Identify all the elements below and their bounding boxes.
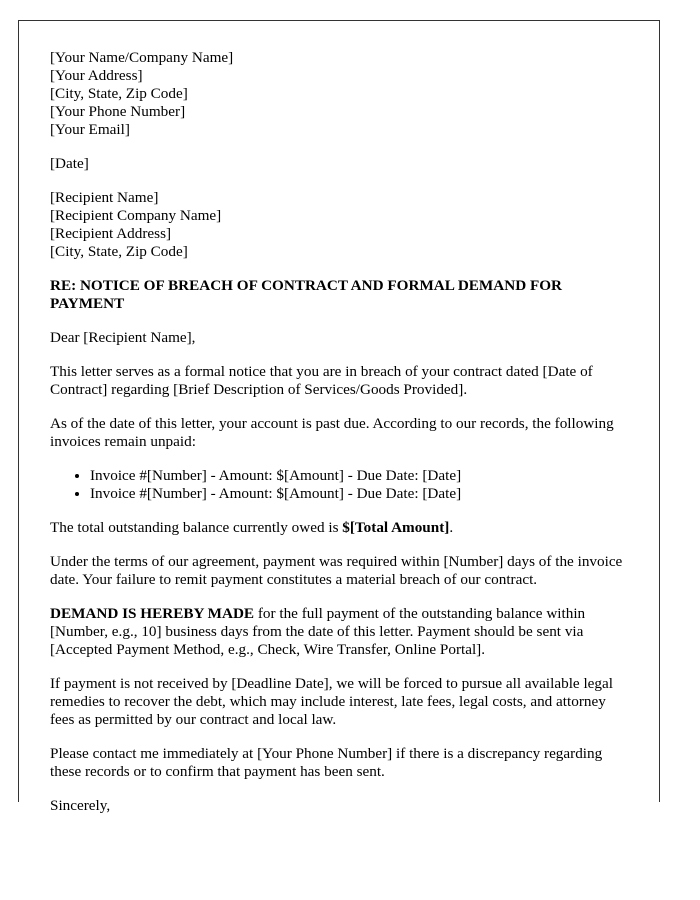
demand-text: for the full payment of the outstanding balance within [Number, e.g., 10] business days from the date of this letter. Payment should be sent via [Accepted Payment Method, e.g., Check, Wire Transfer, Online Portal]. bbox=[50, 605, 586, 658]
letter-content bbox=[50, 49, 630, 831]
closing: Sincerely, bbox=[50, 797, 111, 814]
paragraph-past-due: As of the date of this letter, your account is past due. According to our records, the following invoices remain unpaid: bbox=[50, 415, 614, 450]
sender-address: [Your Address] bbox=[50, 67, 143, 84]
salutation: Dear [Recipient Name], bbox=[50, 329, 196, 346]
letter-page bbox=[18, 20, 660, 814]
balance-prefix: The total outstanding balance currently owed is bbox=[50, 519, 343, 536]
sender-city-state-zip: [City, State, Zip Code] bbox=[50, 85, 188, 102]
sender-phone: [Your Phone Number] bbox=[50, 103, 186, 120]
recipient-address: [Recipient Address] bbox=[50, 225, 172, 242]
invoice-item: • Invoice #[Number] - Amount: $[Amount] - Due Date: [Date] bbox=[90, 467, 630, 485]
recipient-block bbox=[50, 189, 630, 261]
paragraph-legal-remedies: If payment is not received by [Deadline Date], we will be forced to pursue all available legal remedies to recover the debt, which may include interest, late fees, legal costs, and attorney fees as permitted by our contract and local law. bbox=[50, 675, 613, 728]
paragraph-terms: Under the terms of our agreement, payment was required within [Number] days of the invoice date. Your failure to remit payment constitutes a material breach of our contract. bbox=[50, 553, 623, 588]
invoice-item: • Invoice #[Number] - Amount: $[Amount] - Due Date: [Date] bbox=[90, 485, 630, 503]
sender-block bbox=[50, 49, 630, 139]
balance-suffix: . bbox=[449, 519, 454, 536]
paragraph-contact: Please contact me immediately at [Your Phone Number] if there is a discrepancy regarding these records or to confirm that payment has been sent. bbox=[50, 745, 603, 780]
invoice-list bbox=[50, 467, 630, 503]
demand-heading: DEMAND IS HEREBY MADE bbox=[50, 605, 255, 622]
sender-email: [Your Email] bbox=[50, 121, 130, 138]
recipient-city-state-zip: [City, State, Zip Code] bbox=[50, 243, 188, 260]
paragraph-balance bbox=[50, 519, 630, 537]
letter-date: [Date] bbox=[50, 155, 89, 172]
paragraph-demand bbox=[50, 605, 630, 659]
date-block bbox=[50, 155, 630, 173]
recipient-name: [Recipient Name] bbox=[50, 189, 159, 206]
subject-line: RE: NOTICE OF BREACH OF CONTRACT AND FORMAL DEMAND FOR PAYMENT bbox=[50, 277, 563, 312]
sender-name: [Your Name/Company Name] bbox=[50, 49, 234, 66]
paragraph-breach-notice: This letter serves as a formal notice that you are in breach of your contract dated [Date of Contract] regarding [Brief Description of Services/Goods Provided]. bbox=[50, 363, 593, 398]
balance-amount: $[Total Amount] bbox=[342, 519, 450, 536]
recipient-company: [Recipient Company Name] bbox=[50, 207, 222, 224]
